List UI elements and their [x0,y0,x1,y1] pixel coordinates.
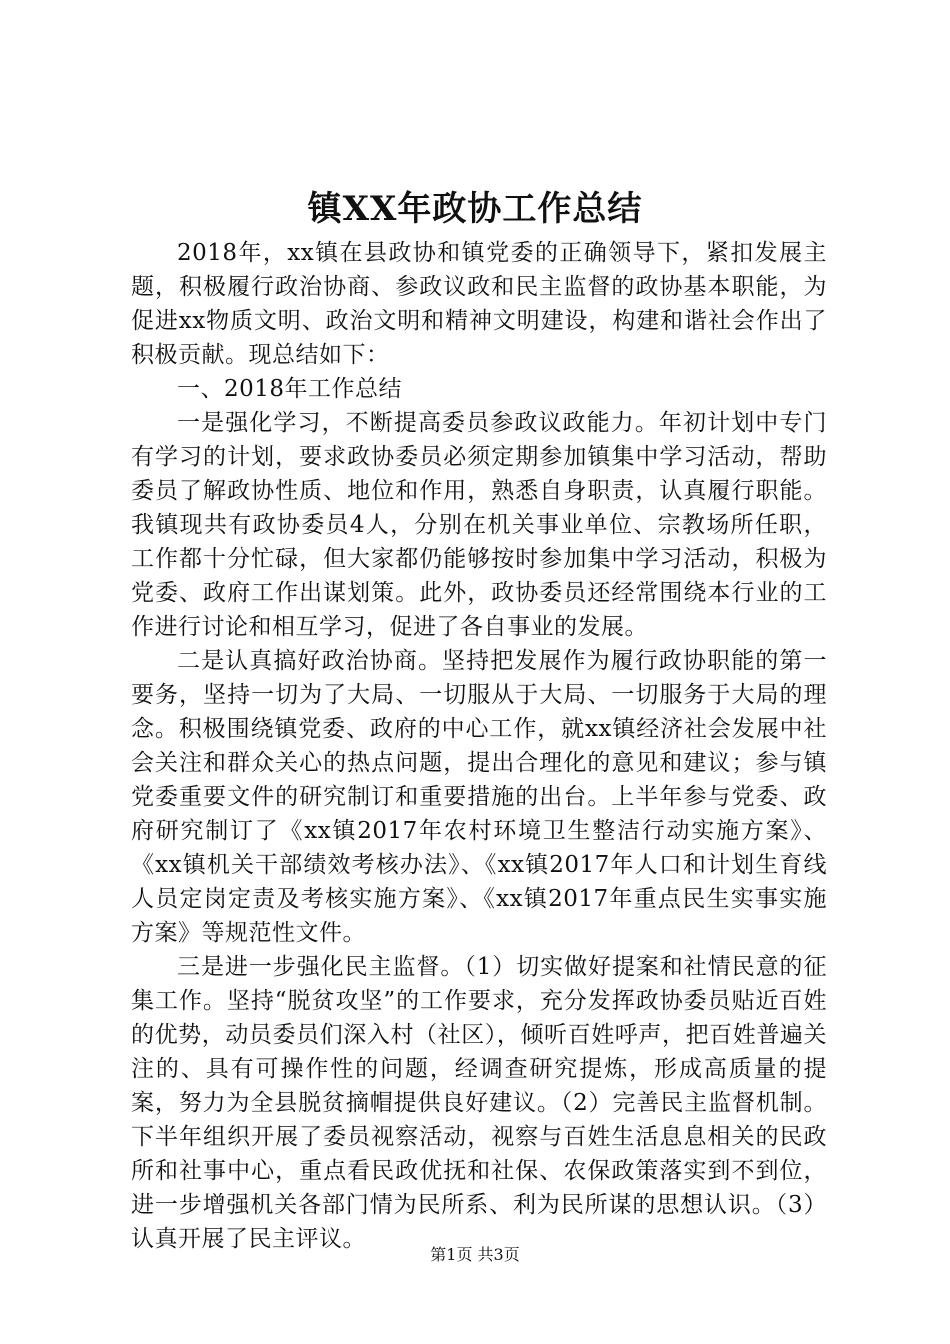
paragraph-study: 一是强化学习，不断提高委员参政议政能力。年初计划中专门有学习的计划，要求政协委员必须定期参加镇集中学习活动，帮助委员了解政协性质、地位和作用，熟悉自身职责，认真履行职能。我镇现共有政协委员4人，分别在机关事业单位、宗教场所任职，工作都十分忙碌，但大家都仍能够按时参加集中学习活动，积极为党委、政府工作出谋划策。此外，政协委员还经常围绕本行业的工作进行讨论和相互学习，促进了各自事业的发展。 [131,410,827,640]
paragraph-intro: 2018年，xx镇在县政协和镇党委的正确领导下，紧扣发展主题，积极履行政治协商、参政议政和民主监督的政协基本职能，为促进xx物质文明、政治文明和精神文明建设，构建和谐社会作出了积极贡献。现总结如下： [131,240,827,368]
paragraph-consultation: 二是认真搞好政治协商。坚持把发展作为履行政协职能的第一要务，坚持一切为了大局、一切服从于大局、一切服务于大局的理念。积极围绕镇党委、政府的中心工作，就xx镇经济社会发展中社会关注和群众关心的热点问题，提出合理化的意见和建议；参与镇党委重要文件的研究制订和重要措施的出台。上半年参与党委、政府研究制订了《xx镇2017年农村环境卫生整洁行动实施方案》、《xx镇机关干部绩效考核办法》、《xx镇2017年人口和计划生育线人员定岗定责及考核实施方案》、《xx镇2017年重点民生实事实施方案》等规范性文件。 [131,648,827,946]
document-title: 镇XX年政协工作总结 [307,189,643,229]
document-body [131,236,827,1256]
page-number-footer: 第1页 共3页 [430,1245,520,1264]
paragraph-supervision: 三是进一步强化民主监督。（1）切实做好提案和社情民意的征集工作。坚持“脱贫攻坚”的工作要求，充分发挥政协委员贴近百姓的优势，动员委员们深入村（社区），倾听百姓呼声，把百姓普遍关注的、具有可操作性的问题，经调查研究提炼，形成高质量的提案，努力为全县脱贫摘帽提供良好建议。（2）完善民主监督机制。下半年组织开展了委员视察活动，视察与百姓生活息息相关的民政所和社事中心，重点看民政优抚和社保、农保政策落实到不到位，进一步增强机关各部门情为民所系、利为民所谋的思想认识。（3）认真开展了民主评议。 [131,954,827,1252]
section-heading: 一、2018年工作总结 [177,376,403,402]
